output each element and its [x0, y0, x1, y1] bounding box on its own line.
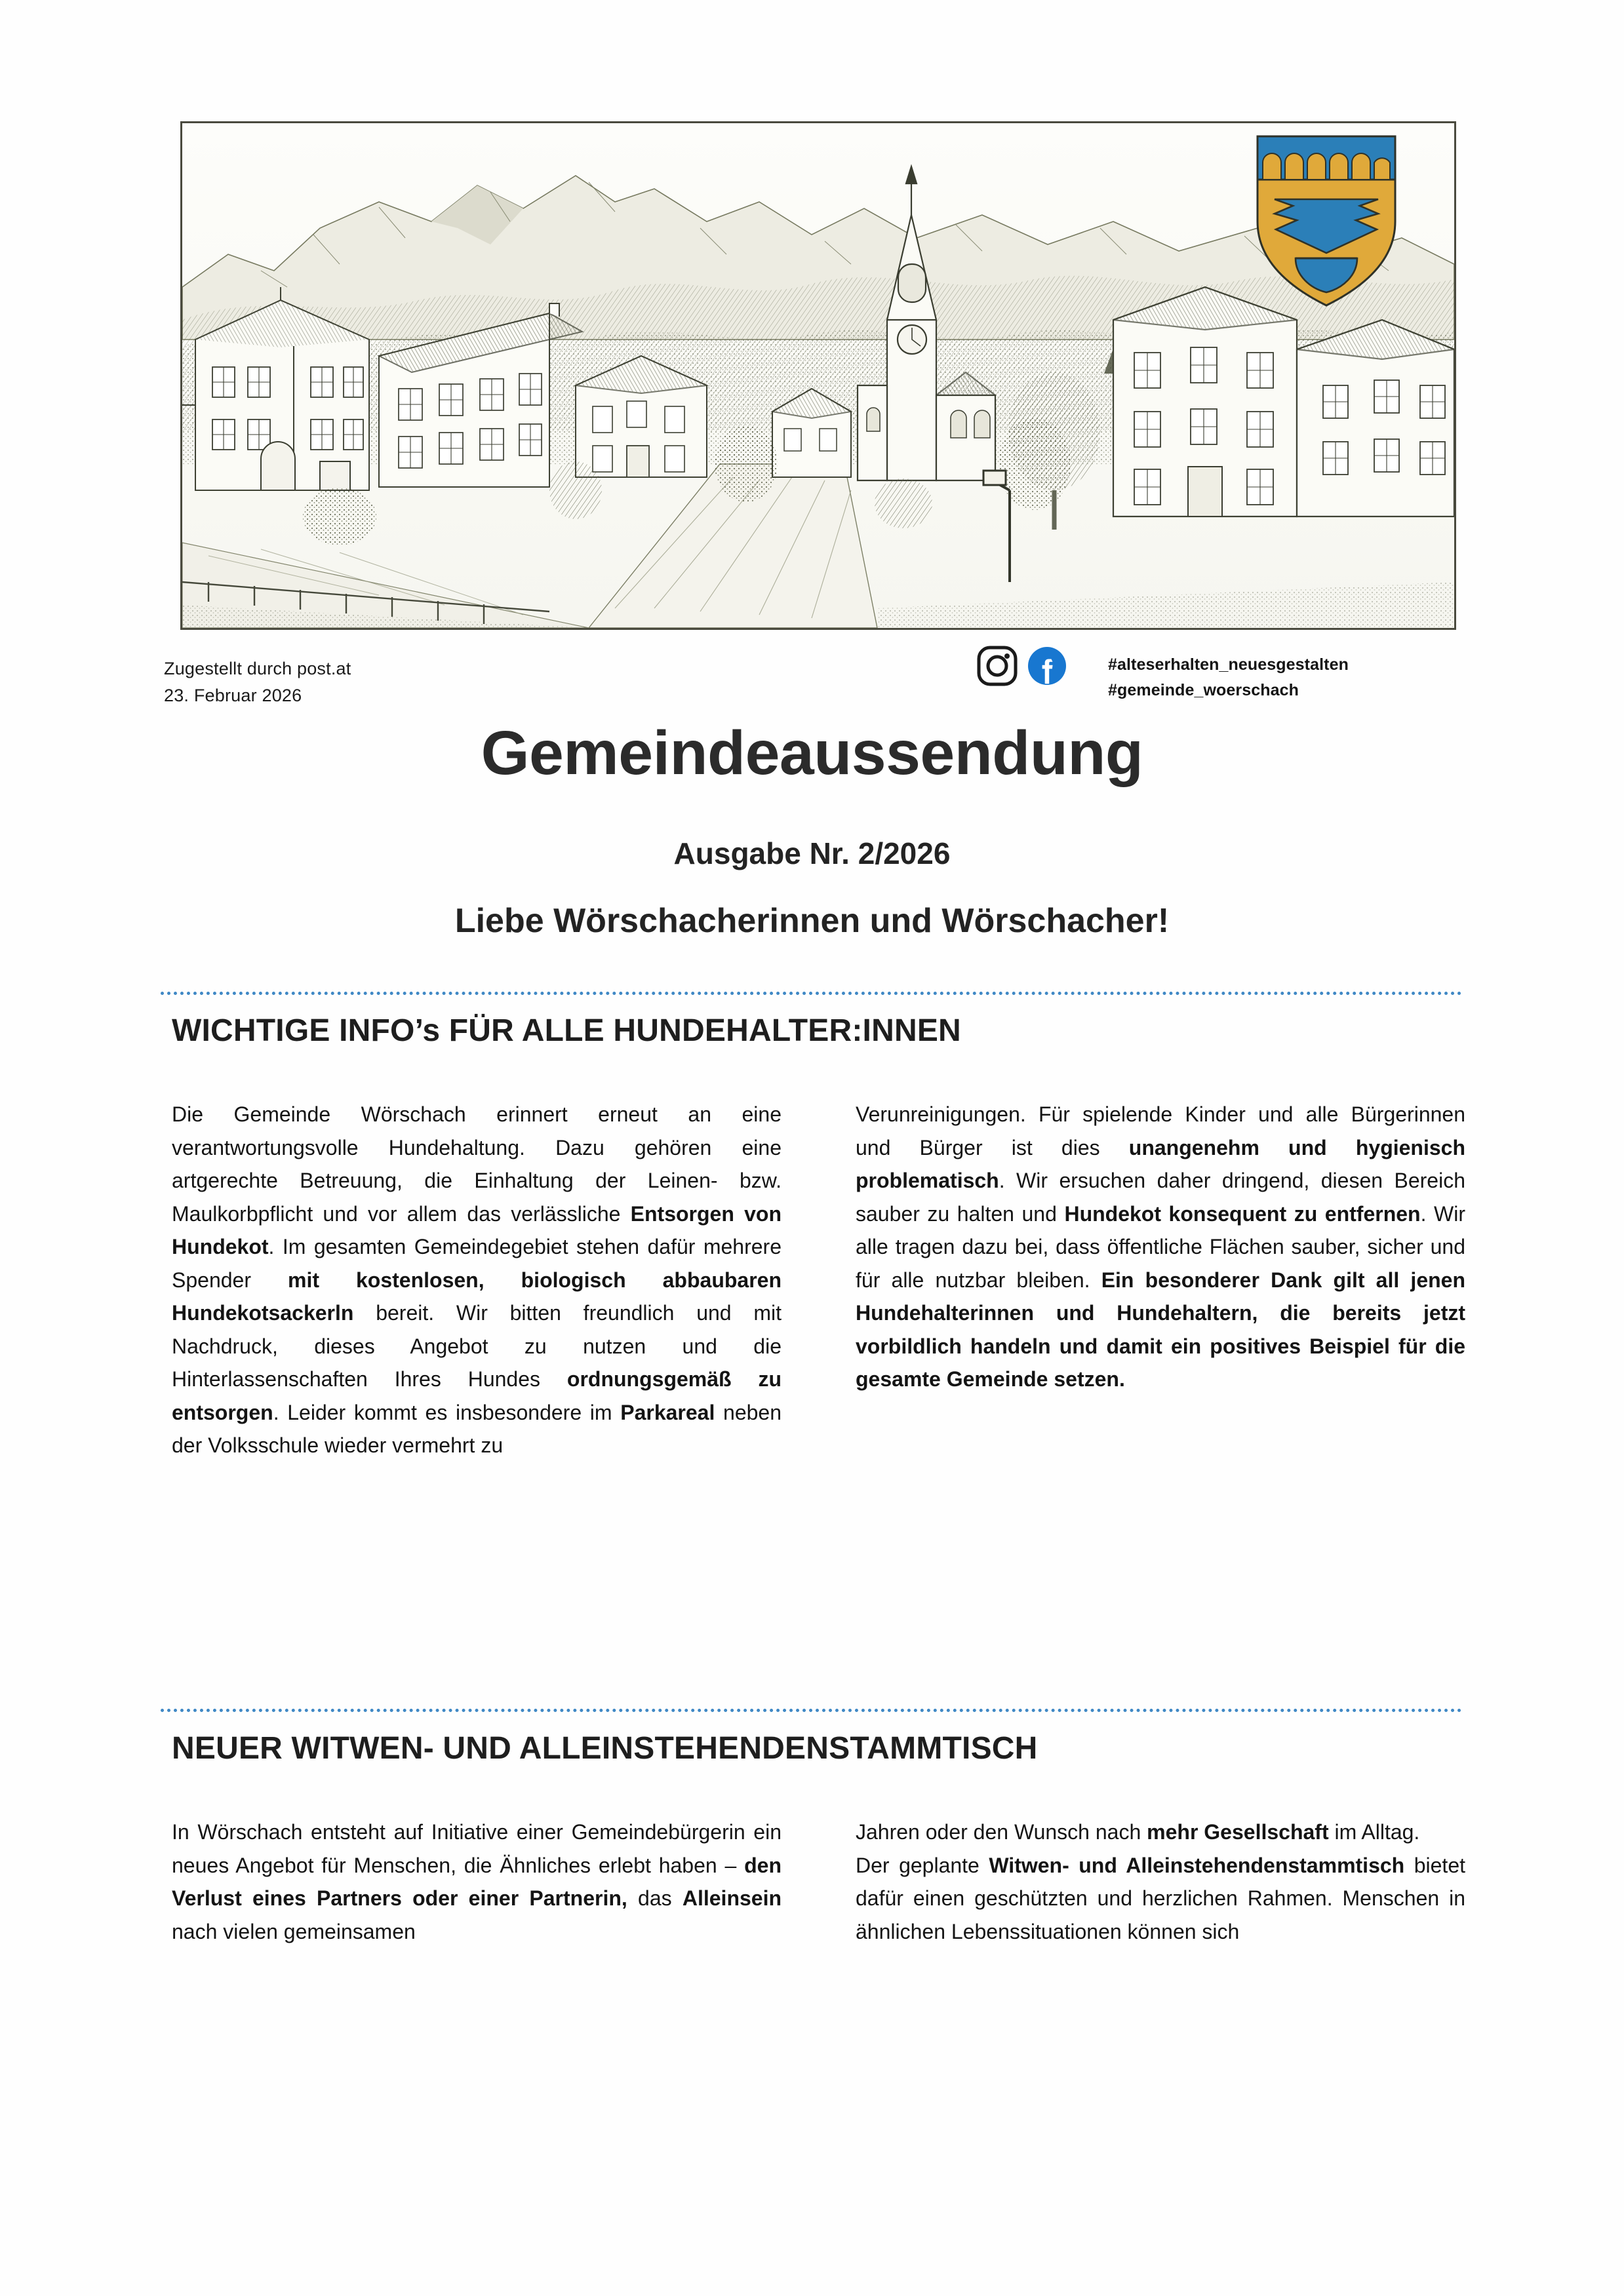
social-icons — [977, 646, 1067, 686]
facebook-icon[interactable] — [1027, 646, 1067, 686]
section-heading-dogs: WICHTIGE INFO’s FÜR ALLE HUNDEHALTER:INNEN — [172, 1013, 961, 1048]
postal-line-1: Zugestellt durch post.at — [164, 659, 351, 678]
hashtag-primary: #alteserhalten_neuesgestalten — [1108, 655, 1349, 674]
postal-info — [164, 655, 351, 709]
section-2-column-left: In Wörschach entsteht auf Initiative einer Gemeindebürgerin ein neues Angebot für Menschen, die Ähnliches erlebt haben – den Verlust eines Partners oder einer Partnerin, das Alleinsein nach vielen gemeinsamen — [172, 1820, 782, 1943]
section-2-column-right: Jahren oder den Wunsch nach mehr Gesellschaft im Alltag. Der geplante Witwen- und Alleinstehendenstammtisch bietet dafür einen geschützten und herzlichen Rahmen. Menschen in ähnlichen Lebenssituationen können sich — [856, 1820, 1466, 1943]
hashtags — [1108, 652, 1349, 703]
hashtag-secondary: #gemeinde_woerschach — [1108, 680, 1299, 699]
greeting-line: Liebe Wörschacherinnen und Wörschacher! — [454, 902, 1170, 940]
page-title: Gemeindeaussendung — [481, 718, 1143, 788]
section-1-column-left: Die Gemeinde Wörschach erinnert erneut an eine verantwortungsvolle Hundehaltung. Dazu gehören eine artgerechte Betreuung, die Einhaltung der Leinen- bzw. Maulkorbpflicht und vor allem das verlässliche Entsorgen von Hundekot. Im gesamten Gemeindegebiet stehen dafür mehrere Spender mit kostenlosen, biologisch abbaubaren Hundekotsackerln bereit. Wir bitten freundlich und mit Nachdruck, dieses Angebot zu nutzen und die Hinterlassenschaften Ihres Hundes ordnungsgemäß zu entsorgen. Leider kommt es insbesondere im Parkareal neben der Volksschule wieder vermehrt zu — [172, 1102, 782, 1458]
section-1-column-right: Verunreinigungen. Für spielende Kinder und alle Bürgerinnen und Bürger ist dies unangenehm und hygienisch problematisch. Wir ersuchen daher dringend, diesen Bereich sauber zu halten und Hundekot konsequent zu entfernen. Wir alle tragen dazu bei, dass öffentliche Flächen sauber, sicher und für alle nutzbar bleiben. Ein besonderer Dank gilt all jenen Hundehalterinnen und Hundehaltern, die bereits jetzt vorbildlich handeln und damit ein positives Beispiel für die gesamte Gemeinde setzen. — [856, 1102, 1466, 1391]
instagram-icon[interactable] — [977, 646, 1018, 686]
masthead-illustration — [180, 121, 1456, 630]
postal-date: 23. Februar 2026 — [164, 685, 302, 705]
divider-2 — [161, 1709, 1462, 1712]
section-heading-stammtisch: NEUER WITWEN- UND ALLEINSTEHENDENSTAMMTISCH — [172, 1731, 1038, 1766]
divider-1 — [161, 992, 1462, 995]
issue-number: Ausgabe Nr. 2/2026 — [673, 836, 951, 870]
